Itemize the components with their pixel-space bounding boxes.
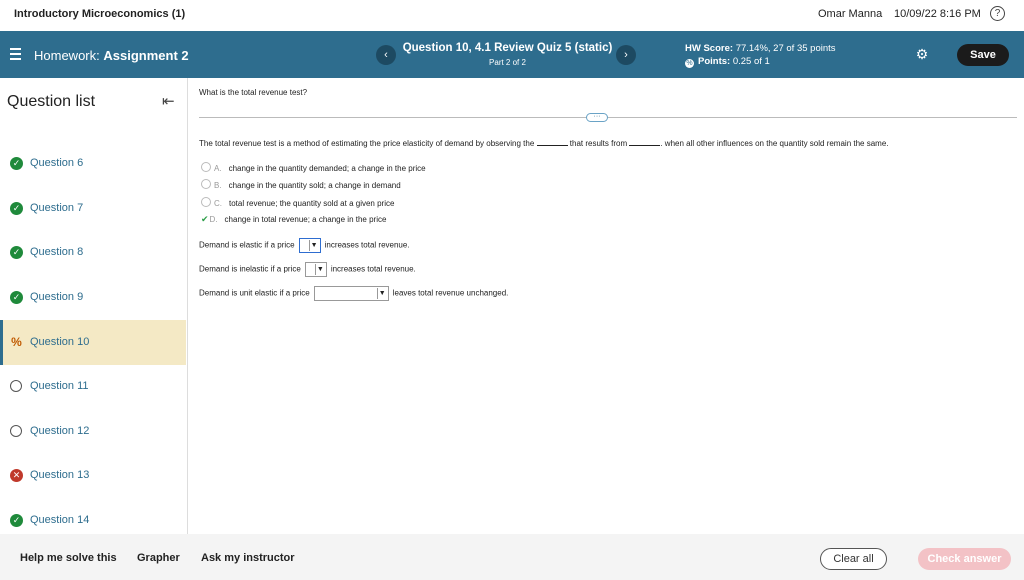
sidebar-item-question[interactable] [0, 364, 186, 409]
user-name[interactable]: Omar Manna [818, 8, 883, 20]
open-status-icon [10, 425, 22, 437]
done-status-icon: ✓ [10, 291, 23, 304]
option-letter: B. [214, 181, 222, 190]
points-label: Points: [698, 56, 731, 67]
assignment-nav-bar [0, 31, 1024, 78]
option-text: change in the quantity demanded; a change in the price [228, 164, 426, 173]
sidebar-item-question[interactable] [0, 320, 186, 365]
sentence-start: Demand is unit elastic if a price [199, 288, 310, 298]
sidebar-item-label: Question 8 [30, 246, 84, 258]
answer-dropdown[interactable] [314, 286, 389, 301]
question-content [188, 78, 1024, 534]
option-letter: D. [209, 215, 218, 224]
sidebar-item-question[interactable] [0, 141, 186, 186]
course-title[interactable]: Introductory Microeconomics (1) [14, 8, 186, 20]
help-me-solve-button[interactable]: Help me solve this [20, 552, 117, 564]
answer-blank [629, 138, 660, 146]
homework-name: Assignment 2 [103, 48, 189, 63]
clear-all-button[interactable]: Clear all [820, 548, 887, 570]
sidebar-item-label: Question 11 [30, 380, 89, 392]
previous-question-button[interactable]: ‹ [376, 45, 396, 65]
statement-part-a: The total revenue test is a method of estimating the price elasticity of demand by observing the [199, 139, 535, 148]
check-answer-button[interactable]: Check answer [918, 548, 1011, 570]
sentence-start: Demand is elastic if a price [199, 240, 295, 250]
wrong-status-icon: ✕ [10, 469, 23, 482]
homework-prefix: Homework: [34, 48, 100, 63]
done-status-icon: ✓ [10, 202, 23, 215]
answer-option[interactable] [201, 179, 401, 190]
answer-option[interactable] [201, 197, 394, 208]
save-button[interactable]: Save [957, 44, 1009, 66]
done-status-icon: ✓ [10, 157, 23, 170]
answer-dropdown[interactable] [299, 238, 321, 253]
question-title: Question 10, 4.1 Review Quiz 5 (static) [402, 42, 613, 54]
gear-icon[interactable]: ⚙ [915, 46, 929, 62]
sidebar-item-label: Question 13 [30, 469, 90, 481]
sentence-end: increases total revenue. [324, 240, 410, 250]
chevron-down-icon: ▼ [377, 288, 387, 299]
sidebar-item-label: Question 10 [30, 336, 90, 348]
top-bar [0, 0, 1024, 32]
answer-dropdown[interactable] [305, 262, 327, 277]
collapse-panel-icon[interactable]: ⇤ [162, 93, 175, 110]
option-text: change in total revenue; a change in the price [224, 215, 387, 224]
question-prompt: What is the total revenue test? [199, 88, 308, 97]
answer-option[interactable] [201, 162, 426, 173]
partial-status-icon: % [11, 335, 22, 349]
statement-part-b: that results from [569, 139, 628, 148]
option-text: total revenue; the quantity sold at a given price [229, 199, 395, 208]
open-status-icon [10, 380, 22, 392]
dropdown-sentence [199, 286, 508, 301]
dropdown-sentence [199, 262, 416, 277]
homework-title[interactable] [34, 48, 189, 63]
sidebar-item-question[interactable] [0, 275, 186, 320]
grapher-button[interactable]: Grapher [137, 552, 180, 564]
more-icon[interactable]: ··· [586, 113, 608, 122]
question-list-panel [0, 78, 188, 534]
question-points [685, 56, 770, 68]
sidebar-item-label: Question 14 [30, 514, 90, 526]
answer-blank [537, 138, 568, 146]
question-part: Part 2 of 2 [489, 58, 526, 67]
hw-score-label: HW Score: [685, 43, 734, 54]
help-icon[interactable]: ? [990, 6, 1005, 21]
dropdown-sentence [199, 238, 410, 253]
sidebar-item-label: Question 6 [30, 157, 84, 169]
sidebar-item-question[interactable] [0, 498, 186, 534]
option-text: change in the quantity sold; a change in demand [228, 181, 401, 190]
sidebar-item-question[interactable] [0, 186, 186, 231]
divider [199, 117, 1017, 118]
datetime: 10/09/22 8:16 PM [894, 8, 981, 20]
sidebar-item-question[interactable] [0, 230, 186, 275]
sidebar-item-question[interactable] [0, 453, 186, 498]
sidebar-item-label: Question 12 [30, 425, 90, 437]
points-value: 0.25 of 1 [732, 56, 770, 67]
chevron-down-icon: ▼ [309, 240, 319, 251]
next-question-button[interactable]: › [616, 45, 636, 65]
done-status-icon: ✓ [10, 514, 23, 527]
sidebar-item-label: Question 7 [30, 202, 84, 214]
ask-instructor-button[interactable]: Ask my instructor [201, 552, 295, 564]
correct-check-icon: ✔ [201, 214, 209, 224]
statement-part-c: . when all other influences on the quantity sold remain the same. [660, 139, 889, 148]
sidebar-item-label: Question 9 [30, 291, 84, 303]
radio-button[interactable] [201, 197, 211, 207]
radio-button[interactable] [201, 179, 211, 189]
hw-score [685, 43, 836, 54]
sidebar-item-question[interactable] [0, 409, 186, 454]
radio-button[interactable] [201, 162, 211, 172]
hw-score-value: 77.14%, 27 of 35 points [735, 43, 836, 54]
bottom-toolbar [0, 534, 1024, 580]
done-status-icon: ✓ [10, 246, 23, 259]
question-list-title: Question list [7, 93, 96, 110]
sentence-end: increases total revenue. [330, 264, 416, 274]
sentence-start: Demand is inelastic if a price [199, 264, 301, 274]
option-letter: A. [214, 164, 222, 173]
question-statement [199, 138, 889, 148]
menu-icon[interactable] [10, 48, 21, 63]
sentence-end: leaves total revenue unchanged. [392, 288, 509, 298]
option-letter: C. [214, 199, 222, 208]
answer-option[interactable] [201, 214, 386, 225]
chevron-down-icon: ▼ [315, 264, 325, 275]
partial-credit-icon: % [686, 60, 693, 67]
